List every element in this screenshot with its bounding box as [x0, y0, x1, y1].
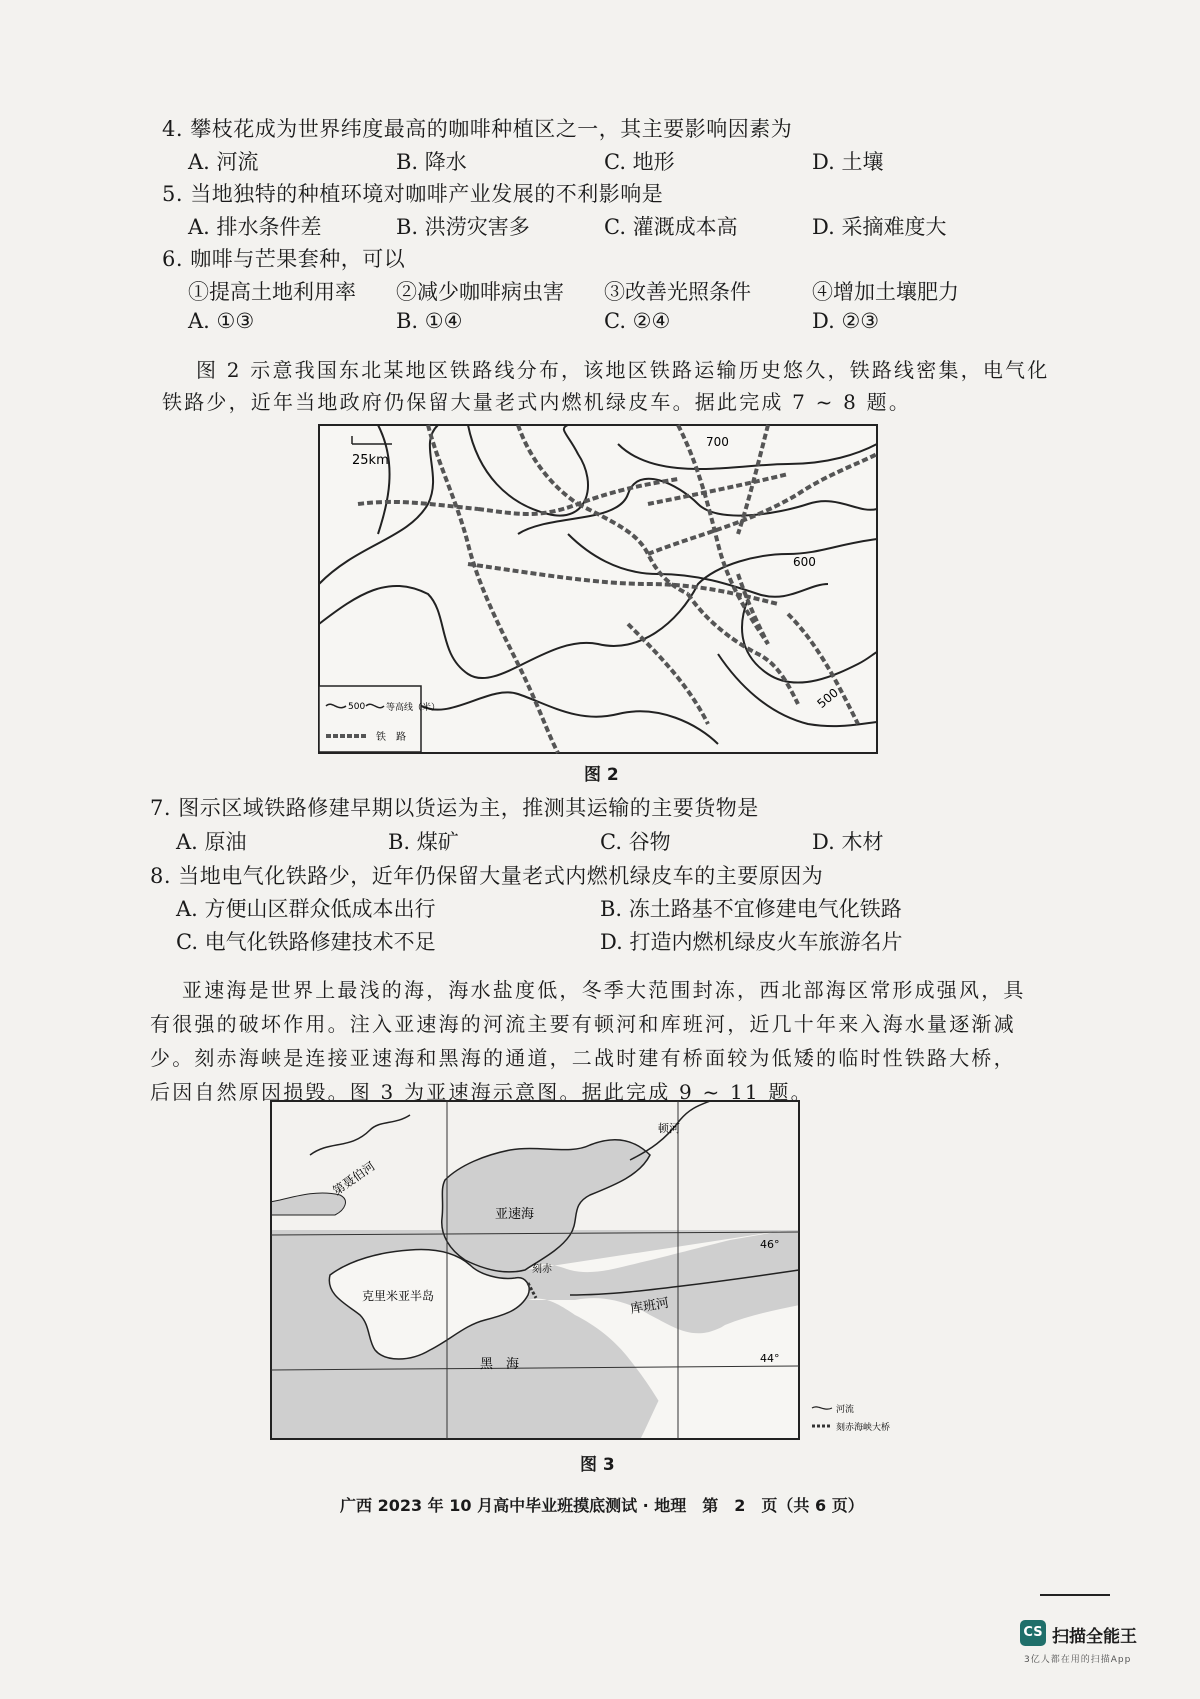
page-footer: 广西 2023 年 10 月高中毕业班摸底测试 · 地理 第 2 页（共 6 页） [340, 1496, 864, 1515]
q5-option-a: A. 排水条件差 [188, 215, 322, 239]
fig3-crimea-label: 克里米亚半岛 [362, 1289, 435, 1303]
q6-item-2: ②减少咖啡病虫害 [396, 280, 564, 304]
q5-option-c: C. 灌溉成本高 [604, 215, 738, 239]
fig3-dnieper-label: 第聂伯河 [330, 1159, 378, 1199]
fig3-kuban-label: 库班河 [629, 1295, 671, 1318]
intro3-line-1: 亚速海是世界上最浅的海，海水盐度低，冬季大范围封冻，西北部海区常形成强风，具 [182, 978, 1026, 1002]
q8-option-a: A. 方便山区群众低成本出行 [176, 897, 436, 921]
corner-mark [1040, 1594, 1110, 1596]
q4-option-a: A. 河流 [188, 150, 259, 174]
q7-stem: 7. 图示区域铁路修建早期以货运为主，推测其运输的主要货物是 [150, 796, 759, 820]
fig3-lon-40 [666, 1100, 686, 1101]
figure-3-legend [810, 1400, 900, 1440]
intro3-line-3: 少。刻赤海峡是连接亚速海和黑海的通道，二战时建有桥面较为低矮的临时性铁路大桥， [150, 1046, 1016, 1070]
fig2-legend-contour-label: 等高线（米） [386, 703, 441, 713]
fig3-azov-label: 亚速海 [495, 1207, 535, 1222]
q6-item-3: ③改善光照条件 [604, 280, 751, 304]
fig3-don-label: 顿河 [658, 1122, 680, 1135]
fig2-scale-label: 25km [352, 453, 389, 468]
q6-option-a: A. ①③ [188, 309, 255, 333]
figure-3-caption: 图 3 [580, 1455, 615, 1475]
q6-item-4: ④增加土壤肥力 [812, 280, 959, 304]
scanner-watermark [1020, 1620, 1190, 1670]
fig3-legend-river: 河流 [836, 1405, 855, 1415]
q5-option-b: B. 洪涝灾害多 [396, 215, 530, 239]
q4-option-c: C. 地形 [604, 150, 675, 174]
fig3-lat-44: 44° [760, 1352, 780, 1365]
intro3-line-2: 有很强的破坏作用。注入亚速海的河流主要有顿河和库班河，近几十年来入海水量逐渐减 [150, 1012, 1016, 1036]
q4-option-d: D. 土壤 [812, 150, 884, 174]
watermark-tagline: 3亿人都在用的扫描App [1024, 1655, 1132, 1665]
fig3-lon-35 [435, 1100, 455, 1101]
q6-option-b: B. ①④ [396, 309, 463, 333]
fig3-legend-bridge: 刻赤海峡大桥 [836, 1423, 891, 1433]
figure-2-railway-map [318, 424, 878, 754]
figure-2-caption: 图 2 [584, 765, 619, 785]
q7-option-a: A. 原油 [176, 830, 247, 854]
figure-3-azov-map [270, 1100, 800, 1440]
q8-option-d: D. 打造内燃机绿皮火车旅游名片 [600, 930, 903, 954]
fig2-contour-label-700: 700 [706, 435, 729, 449]
q8-stem: 8. 当地电气化铁路少，近年仍保留大量老式内燃机绿皮车的主要原因为 [150, 864, 824, 888]
q6-item-1: ①提高土地利用率 [188, 280, 356, 304]
q6-option-d: D. ②③ [812, 309, 880, 333]
q6-option-c: C. ②④ [604, 309, 671, 333]
fig2-contour-label-600: 600 [793, 555, 816, 569]
fig2-legend-rail-label: 铁 路 [376, 732, 406, 743]
watermark-brand: 扫描全能王 [1052, 1627, 1137, 1647]
q5-stem: 5. 当地独特的种植环境对咖啡产业发展的不利影响是 [162, 182, 664, 206]
q4-option-b: B. 降水 [396, 150, 467, 174]
q7-option-b: B. 煤矿 [388, 830, 459, 854]
intro3-line-4: 后因自然原因损毁。图 3 为亚速海示意图。据此完成 9 ~ 11 题。 [150, 1080, 813, 1104]
dnieper-estuary [270, 1193, 345, 1215]
dnieper-river [310, 1115, 410, 1155]
q5-option-d: D. 采摘难度大 [812, 215, 947, 239]
fig3-kerch-label: 刻赤 [532, 1264, 552, 1275]
q8-option-b: B. 冻土路基不宜修建电气化铁路 [600, 897, 902, 921]
intro2-line-2: 铁路少，近年当地政府仍保留大量老式内燃机绿皮车。据此完成 7 ~ 8 题。 [162, 390, 912, 414]
q8-option-c: C. 电气化铁路修建技术不足 [176, 930, 436, 954]
intro2-line-1: 图 2 示意我国东北某地区铁路线分布，该地区铁路运输历史悠久，铁路线密集，电气化 [196, 358, 1050, 382]
fig2-contour-label-500: 500 [814, 685, 841, 711]
fig3-lat-46: 46° [760, 1238, 780, 1251]
fig3-blacksea-label: 黑 海 [480, 1357, 520, 1372]
cs-logo-icon: CS [1020, 1620, 1046, 1646]
q7-option-c: C. 谷物 [600, 830, 671, 854]
q6-stem: 6. 咖啡与芒果套种，可以 [162, 247, 406, 271]
q7-option-d: D. 木材 [812, 830, 884, 854]
fig2-legend-contour-value: 500 [348, 702, 366, 712]
q4-stem: 4. 攀枝花成为世界纬度最高的咖啡种植区之一，其主要影响因素为 [162, 117, 793, 141]
